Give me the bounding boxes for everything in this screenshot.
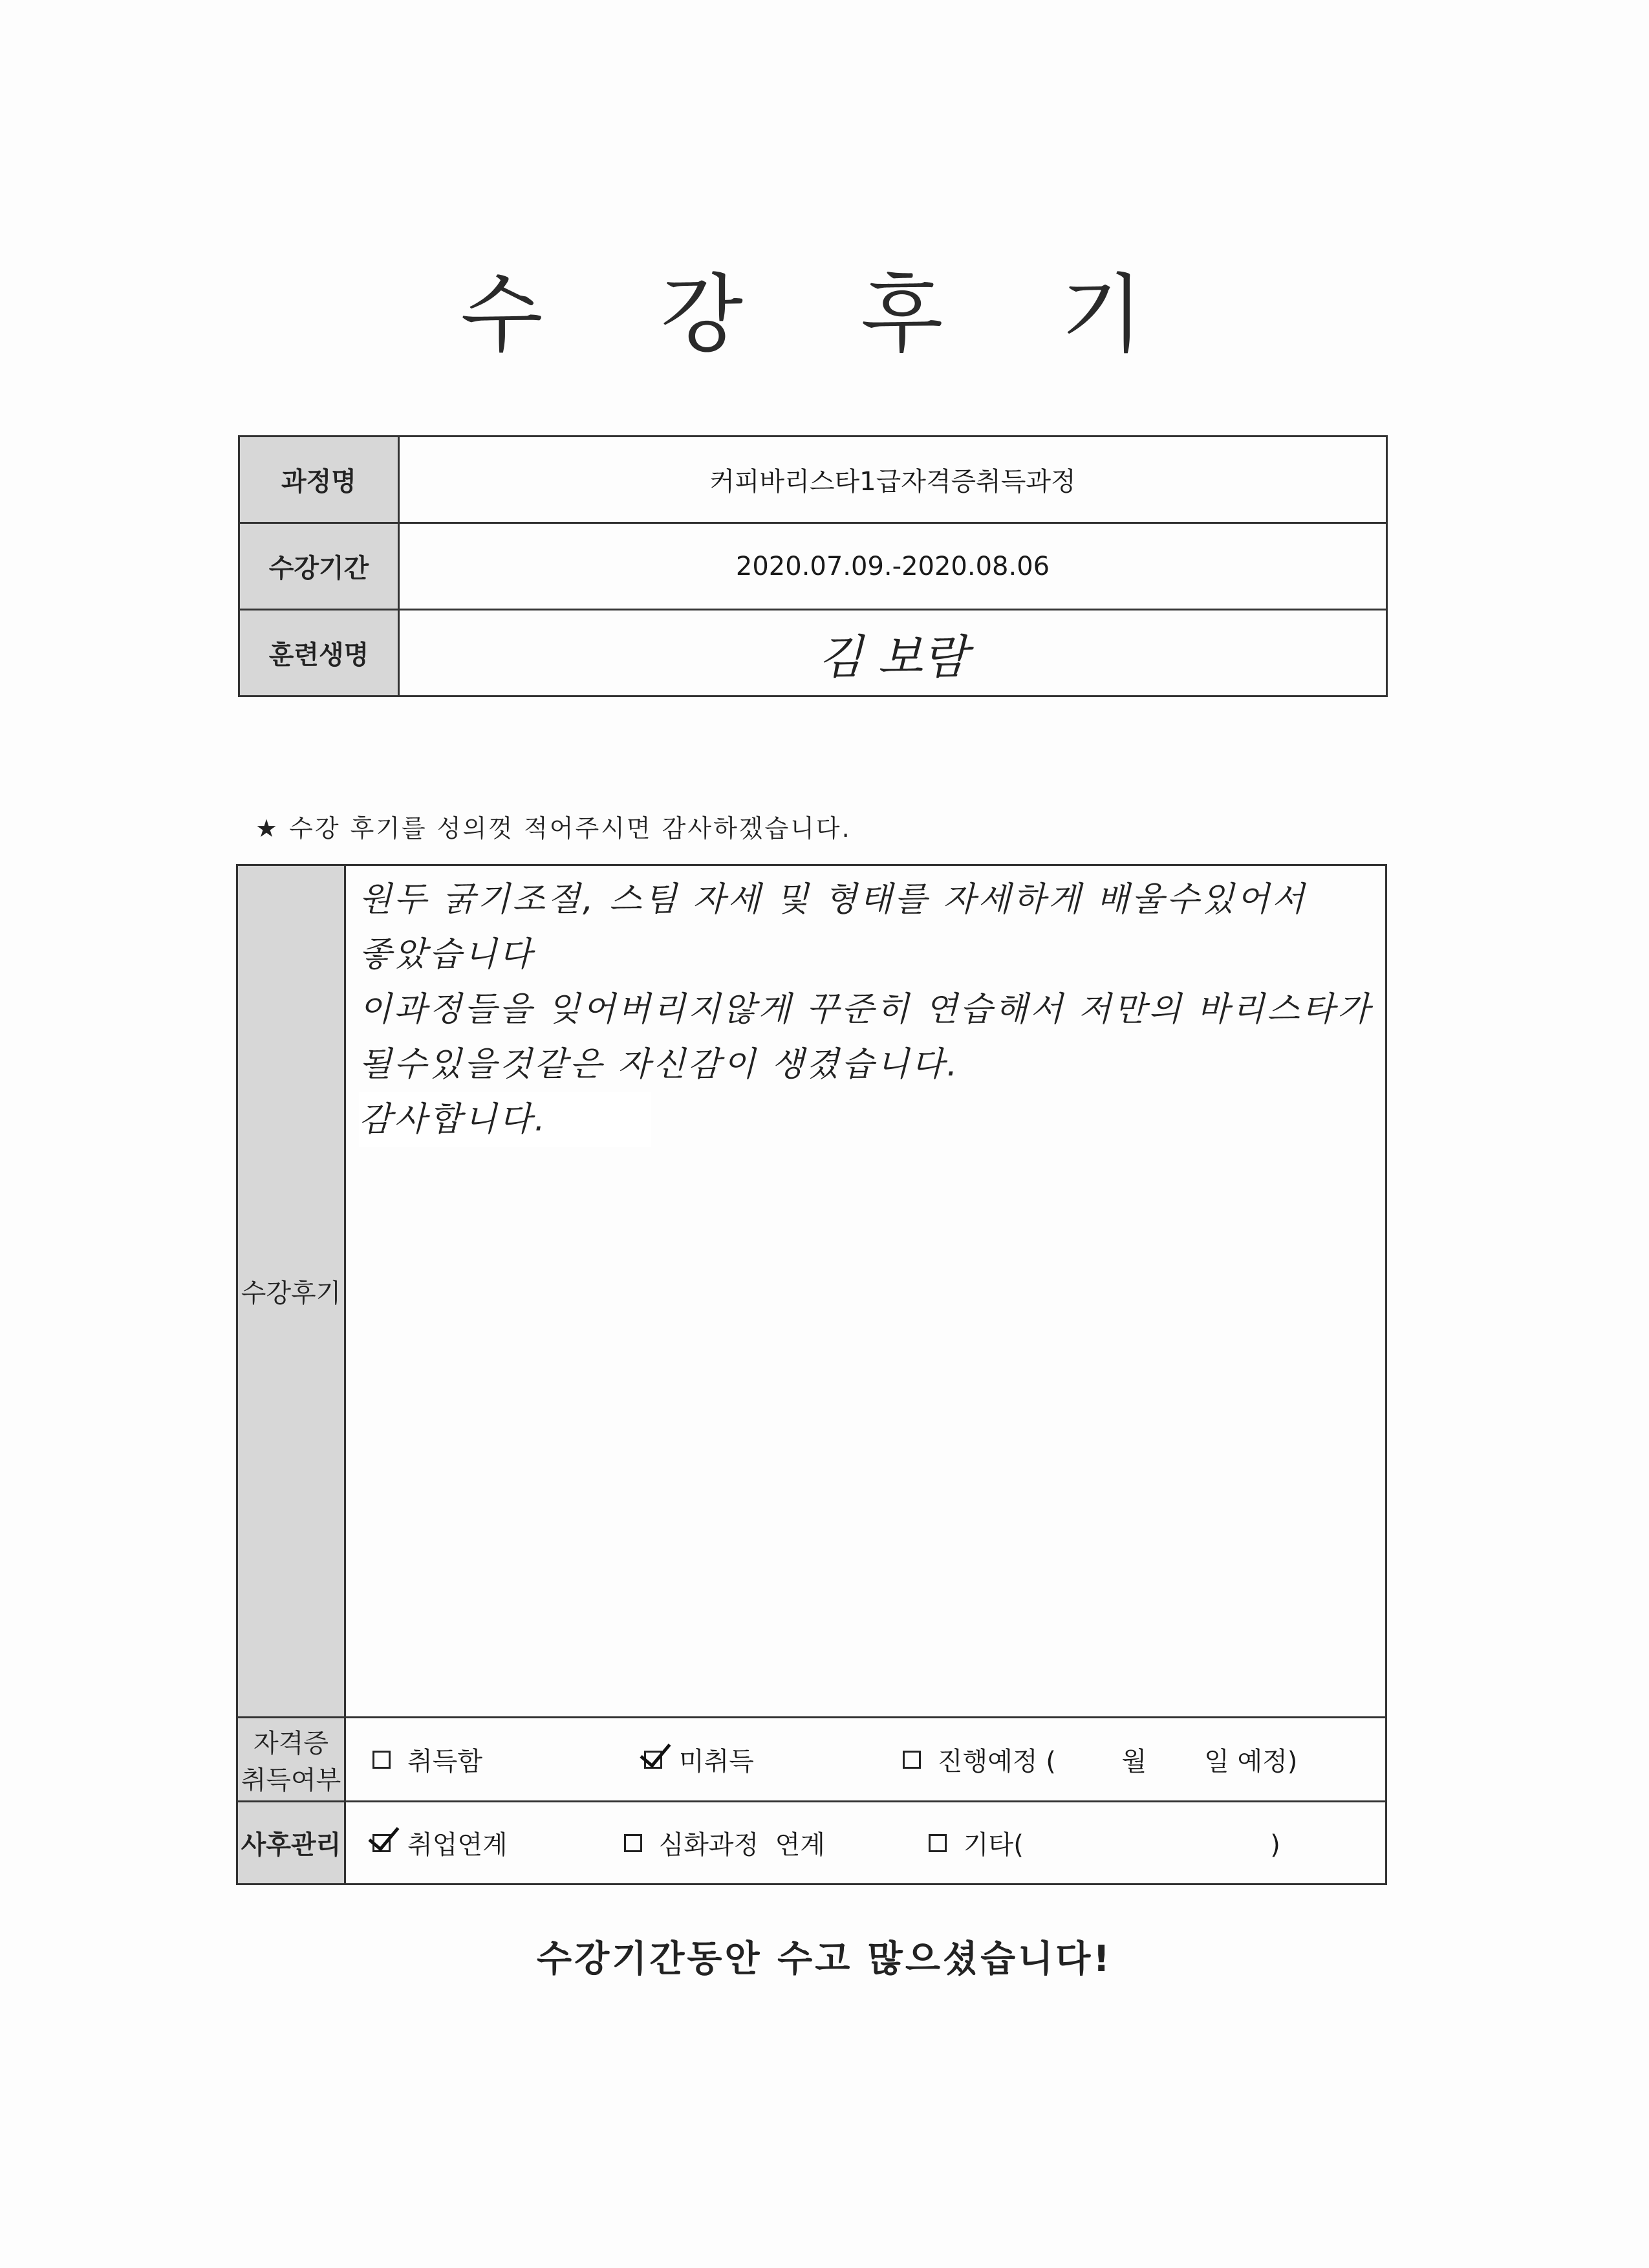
checkbox-job-link[interactable] [372, 1834, 391, 1852]
course-label: 과정명 [239, 437, 399, 523]
certification-label [237, 1718, 345, 1802]
review-line: 될수있을것같은 자신감이 생겼습니다. [359, 1045, 960, 1084]
option-in-progress-label: 진행예정 ( 월 일 예정) [937, 1747, 1298, 1777]
option-advanced-course-label: 심화과정 연계 [658, 1830, 825, 1860]
certification-label-line2: 취득여부 [241, 1765, 341, 1795]
checkbox-acquired[interactable] [372, 1751, 391, 1769]
option-other[interactable] [929, 1824, 1280, 1861]
option-not-acquired-label: 미취득 [679, 1747, 754, 1777]
review-label: 수강후기 [237, 865, 345, 1718]
closing-message: 수강기간동안 수고 많으셨습니다! [537, 1938, 1112, 1980]
period-label: 수강기간 [239, 523, 399, 610]
aftercare-options [345, 1802, 1386, 1885]
aftercare-label: 사후관리 [237, 1802, 345, 1885]
option-in-progress[interactable] [903, 1741, 1297, 1778]
option-job-link-label: 취업연계 [407, 1830, 508, 1860]
certification-options [345, 1718, 1386, 1802]
review-line: 원두 굵기조절, 스팀 자세 및 형태를 자세하게 배울수있어서 [359, 880, 1307, 919]
checkbox-other[interactable] [929, 1834, 947, 1852]
option-acquired-label: 취득함 [407, 1747, 482, 1777]
option-acquired[interactable] [372, 1741, 482, 1778]
trainee-name-handwritten: 김 보람 [399, 610, 1387, 697]
option-advanced-course[interactable] [624, 1824, 825, 1861]
notice-text: ★ 수강 후기를 성의껏 적어주시면 감사하겠습니다. [255, 814, 852, 843]
review-handwritten-text [345, 865, 1386, 1718]
option-not-acquired[interactable] [644, 1741, 754, 1778]
document-title: 수 강 후 기 [460, 265, 1189, 365]
option-other-label: 기타( ) [963, 1830, 1280, 1860]
trainee-label: 훈련생명 [239, 610, 399, 697]
review-line: 감사합니다. [359, 1092, 651, 1147]
checkbox-advanced-course[interactable] [624, 1834, 642, 1852]
certification-label-line1: 자격증 [253, 1728, 329, 1758]
review-table [236, 864, 1387, 1885]
review-line: 이과정들을 잊어버리지않게 꾸준히 연습해서 저만의 바리스타가 [359, 990, 1372, 1029]
period-value: 2020.07.09.-2020.08.06 [399, 523, 1387, 610]
course-info-table [238, 435, 1388, 697]
course-value: 커피바리스타1급자격증취득과정 [399, 437, 1387, 523]
checkbox-not-acquired[interactable] [644, 1751, 662, 1769]
review-line: 좋았습니다 [359, 935, 535, 974]
checkbox-in-progress[interactable] [903, 1751, 921, 1769]
option-job-link[interactable] [372, 1824, 508, 1861]
